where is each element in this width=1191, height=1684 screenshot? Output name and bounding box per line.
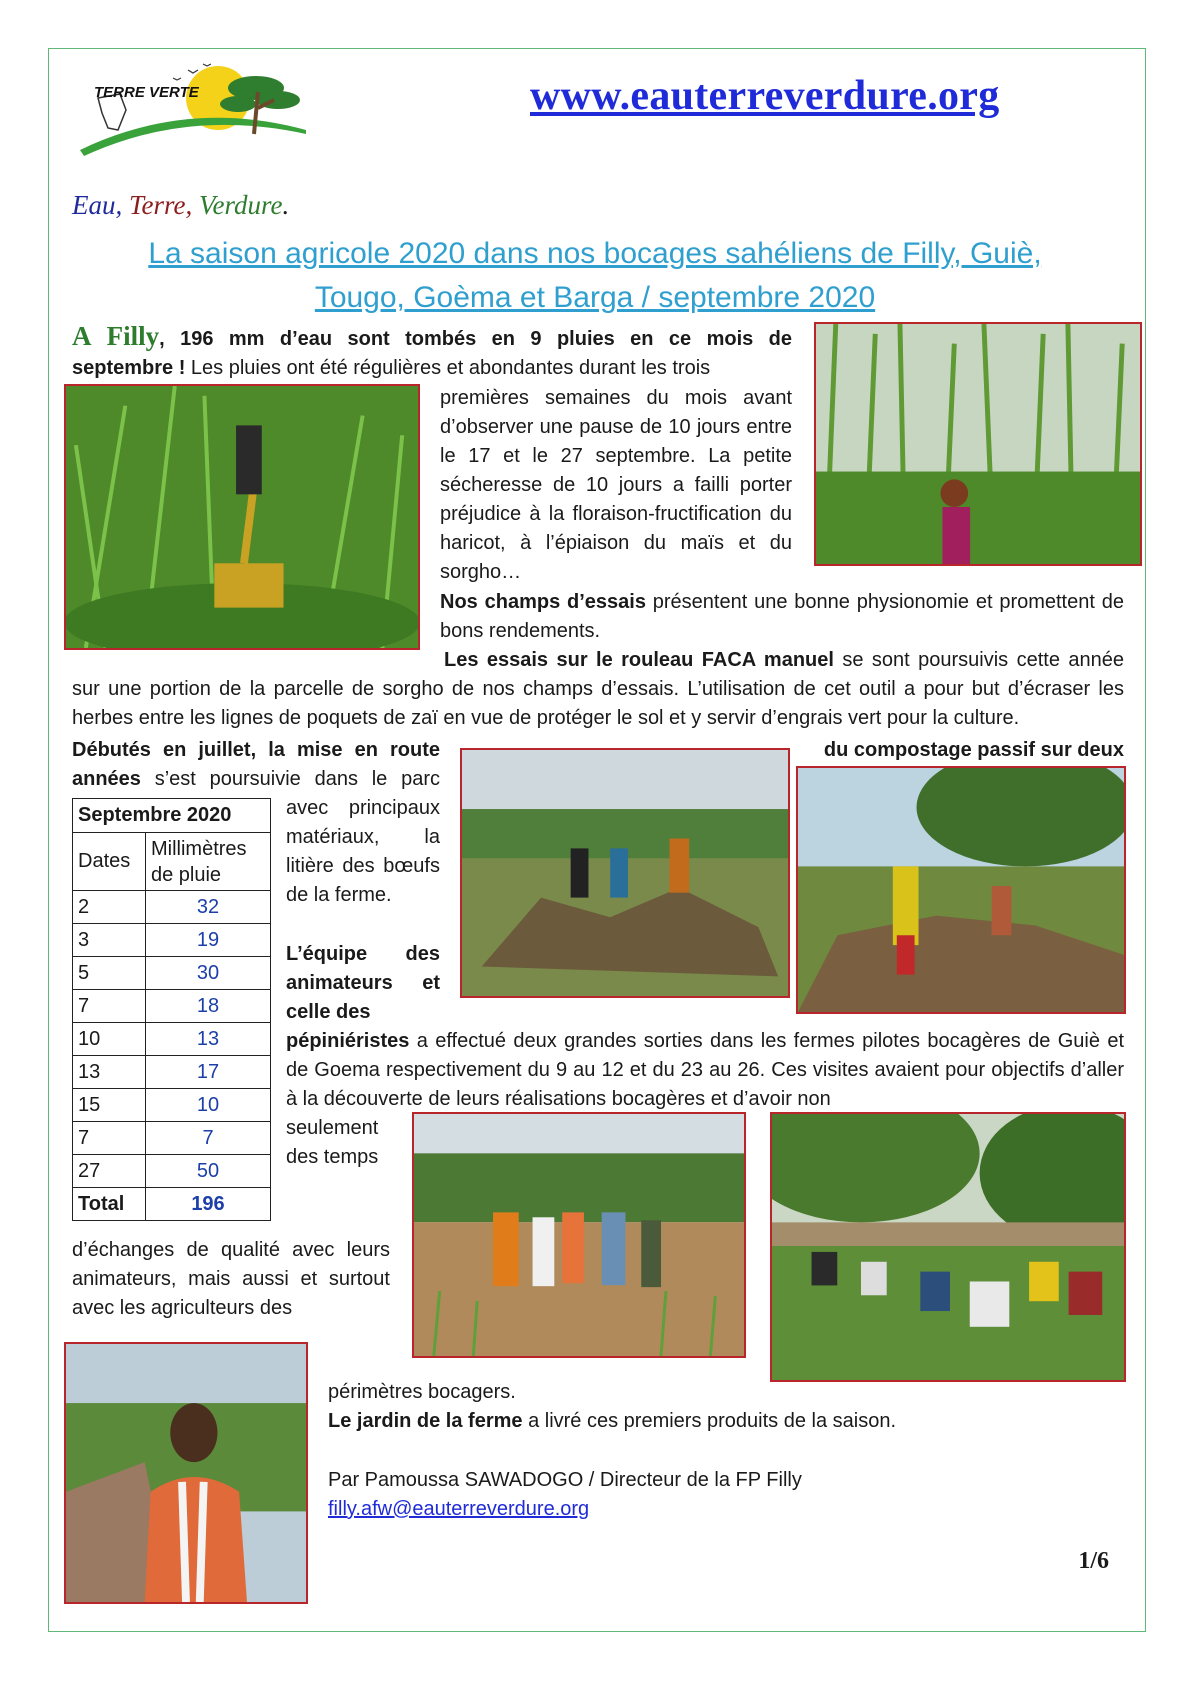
paragraph-filly-intro: A Filly, 196 mm d’eau sont tombés en 9 pluies en ce mois de septembre ! Les pluies ont été régulières et abondantes durant les trois xyxy=(72,321,793,379)
photo-compost-workers-2 xyxy=(796,766,1126,1014)
email-link[interactable]: filly.afw@eauterreverdure.org xyxy=(328,1498,590,1520)
photo-field-visit-group xyxy=(412,1112,746,1358)
tagline-verdure: Verdure xyxy=(199,190,283,220)
paragraph-team-visits: pépiniéristes a effectué deux grandes sorties dans les fermes pilotes bocagères de Guiè et de Goema respectivement du 9 au 12 et du 23 au 26. Ces visites avaient pour objectifs d’aller à la découverte de leurs réalisations bocagères et d’avoir non xyxy=(286,1030,1124,1110)
title-line-1: La saison agricole 2020 dans nos bocages sahéliens de Filly, Guiè, xyxy=(148,237,1042,270)
author-signature: Par Pamoussa SAWADOGO / Directeur de la FP Filly xyxy=(328,1469,802,1491)
table-row: 7 7 xyxy=(73,1122,271,1155)
photo-sorghum-field xyxy=(814,322,1142,566)
table-total-row: Total 196 xyxy=(73,1188,271,1221)
table-row: 7 18 xyxy=(73,990,271,1023)
filly-heading: A Filly xyxy=(72,321,160,351)
table-title: Septembre 2020 xyxy=(73,799,271,833)
paragraph-trial-fields: Nos champs d’essais présentent une bonne physionomie et promettent de bons rendements. xyxy=(440,591,1124,642)
page-number: 1/6 xyxy=(1078,1548,1109,1574)
visits-ending: périmètres bocagers. xyxy=(328,1381,516,1403)
table-row: 13 17 xyxy=(73,1056,271,1089)
table-row: 5 30 xyxy=(73,957,271,990)
table-row: 10 13 xyxy=(73,1023,271,1056)
team-visits-cont: seulement des temps xyxy=(286,1117,379,1168)
table-row: 15 10 xyxy=(73,1089,271,1122)
logo-text: TERRE VERTE xyxy=(94,84,199,101)
team-visits-exchanges: d’échanges de qualité avec leurs animateurs, mais aussi et surtout avec les agriculteurs des xyxy=(72,1239,390,1319)
author-email xyxy=(328,1495,1124,1524)
terre-verte-logo xyxy=(78,58,308,158)
column-header-dates: Dates xyxy=(73,833,146,891)
column-header-mm: Millimètres de pluie xyxy=(146,833,271,891)
table-header-row xyxy=(73,833,271,891)
photo-faca-roller xyxy=(64,384,420,650)
composting-materials: avec principaux matériaux, la litière des bœufs de la ferme. xyxy=(286,797,440,906)
tagline-eau: Eau, xyxy=(72,190,123,220)
photo-compost-workers-1 xyxy=(460,748,790,998)
tagline-terre: Terre, xyxy=(129,190,193,220)
paragraph-faca-roller: Les essais sur le rouleau FACA manuel se sont poursuivis cette année sur une portion de la parcelle de sorgho de nos champs d’essais. L’utilisation de cet outil a pour but d’écraser les herbes entre les lignes de poquets de zaï en vue de protéger le sol et y servir d’engrais vert pour la culture. xyxy=(72,649,1124,729)
composting-line-right: du compostage passif sur deux xyxy=(823,739,1124,761)
rainfall-table xyxy=(72,798,271,1221)
table-title-row xyxy=(73,799,271,833)
photo-field-visit-meeting xyxy=(770,1112,1126,1382)
title-line-2: Tougo, Goèma et Barga / septembre 2020 xyxy=(314,281,876,314)
tagline: Eau, Terre, Verdure. xyxy=(72,190,290,220)
paragraph-rain-details: premières semaines du mois avant d’observer une pause de 10 jours entre le 17 et le 27 septembre. La petite sécheresse de 10 jours a failli porter préjudice à la floraison-fructification du haricot, à l’épiaison du maïs et du sorgho… xyxy=(440,387,792,583)
team-intro: L’équipe des animateurs et celle des xyxy=(286,943,440,1023)
table-row: 3 19 xyxy=(73,924,271,957)
site-url-link[interactable]: www.eauterreverdure.org xyxy=(530,73,1000,119)
paragraph-farm-garden: Le jardin de la ferme a livré ces premiers produits de la saison. xyxy=(328,1410,897,1432)
table-row: 27 50 xyxy=(73,1155,271,1188)
table-row: 2 32 xyxy=(73,891,271,924)
composting-line-2: années s’est poursuivie dans le parc xyxy=(72,768,440,790)
article-title xyxy=(90,232,1100,320)
composting-line-left: Débutés en juillet, la mise en route xyxy=(72,739,440,761)
photo-author-portrait xyxy=(64,1342,308,1604)
